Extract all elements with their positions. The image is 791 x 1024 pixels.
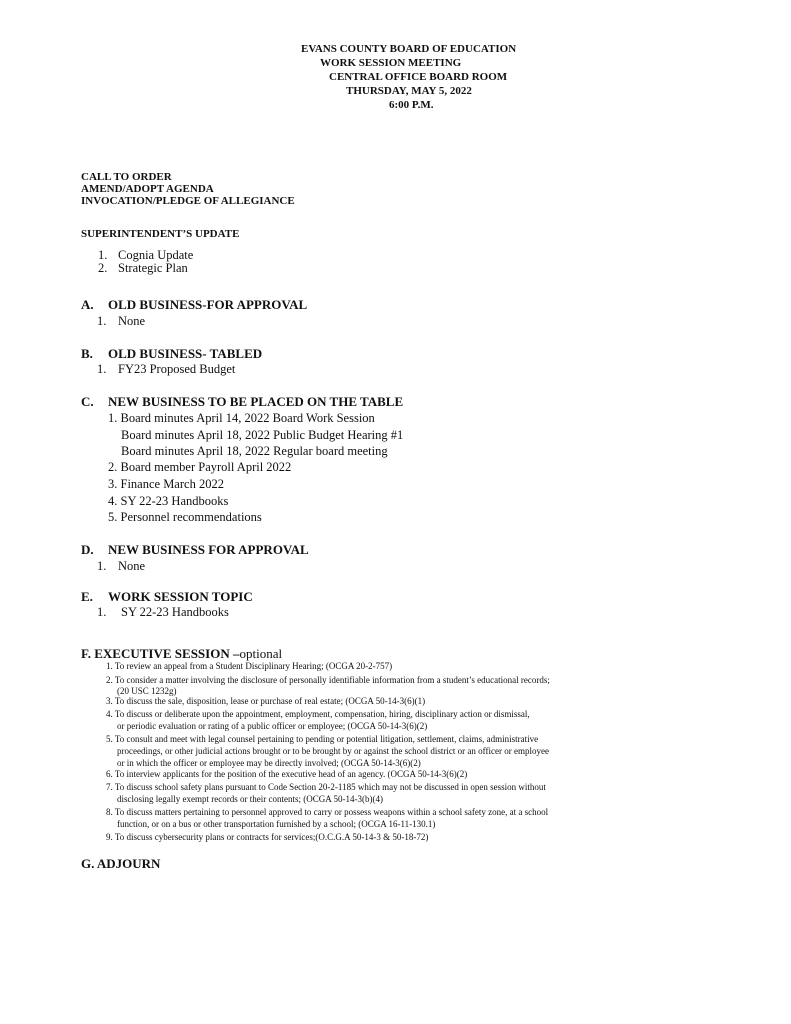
list-item-number: 2. xyxy=(98,261,108,275)
invocation-pledge: INVOCATION/PLEDGE OF ALLEGIANCE xyxy=(81,195,295,207)
section-title: OLD BUSINESS- TABLED xyxy=(108,346,263,361)
list-item: 1. Board minutes April 14, 2022 Board Work Session xyxy=(108,411,375,425)
list-item: SY 22-23 Handbooks xyxy=(121,605,229,619)
list-item: FY23 Proposed Budget xyxy=(118,362,236,376)
exec-item: 3. To discuss the sale, disposition, lease or purchase of real estate; (OCGA 50-14-3(6)(1) xyxy=(106,696,426,706)
exec-item: 7. To discuss school safety plans pursuant to Code Section 20-2-1185 which may not be discussed in open session without xyxy=(106,782,546,792)
list-item: Board minutes April 18, 2022 Regular board meeting xyxy=(121,444,388,458)
section-title: WORK SESSION TOPIC xyxy=(108,589,253,604)
adjourn-heading: G. ADJOURN xyxy=(81,856,161,871)
exec-item: 6. To interview applicants for the position of the executive head of an agency. (OCGA 50-14-3(6)(2) xyxy=(106,769,468,779)
exec-item: or in which the officer or employee may be directly involved; (OCGA 50-14-3(6)(2) xyxy=(117,758,421,768)
meeting-type: WORK SESSION MEETING xyxy=(320,57,462,69)
list-item-number: 1. xyxy=(98,248,108,262)
meeting-date: THURSDAY, MAY 5, 2022 xyxy=(346,85,472,97)
exec-item: 9. To discuss cybersecurity plans or contracts for services;(O.C.G.A 50-14-3 & 50-18-72) xyxy=(106,832,429,842)
exec-item: 8. To discuss matters pertaining to personnel approved to carry or possess weapons within a school safety zone, at a school xyxy=(106,807,549,817)
list-item-number: 1. xyxy=(97,559,107,573)
list-item-number: 1. xyxy=(97,605,107,619)
list-item-number: 1. xyxy=(97,362,107,376)
section-label: D. xyxy=(81,542,94,557)
org-name: EVANS COUNTY BOARD OF EDUCATION xyxy=(301,43,517,55)
call-to-order: CALL TO ORDER xyxy=(81,171,172,183)
list-item: Board minutes April 18, 2022 Public Budget Hearing #1 xyxy=(121,428,404,442)
section-label: B. xyxy=(81,346,93,361)
section-title: SUPERINTENDENT’S UPDATE xyxy=(81,228,240,240)
section-label: E. xyxy=(81,589,93,604)
section-title: OLD BUSINESS-FOR APPROVAL xyxy=(108,297,308,312)
exec-item: 1. To review an appeal from a Student Disciplinary Hearing; (OCGA 20-2-757) xyxy=(106,661,393,671)
section-title: NEW BUSINESS FOR APPROVAL xyxy=(108,542,309,557)
exec-item: (20 USC 1232g) xyxy=(117,686,177,696)
exec-item: 5. To consult and meet with legal counsel pertaining to pending or potential litigation, settlement, claims, administrative xyxy=(106,734,539,744)
list-item: Cognia Update xyxy=(118,248,194,262)
exec-item: or periodic evaluation or rating of a public officer or employee; (OCGA 50-14-3(6)(2) xyxy=(117,721,428,731)
list-item: None xyxy=(118,559,146,573)
list-item: None xyxy=(118,314,146,328)
exec-item: 4. To discuss or deliberate upon the appointment, employment, compensation, hiring, disciplinary action or dismissal, xyxy=(106,709,530,719)
list-item: Strategic Plan xyxy=(118,261,188,275)
section-title: F. EXECUTIVE SESSION – xyxy=(81,646,240,661)
list-item: 5. Personnel recommendations xyxy=(108,510,262,524)
exec-item: function, or on a bus or other transportation furnished by a school; (OCGA 16-11-130.1) xyxy=(117,819,436,829)
exec-item: 2. To consider a matter involving the disclosure of personally identifiable information from a student’s educational records; xyxy=(106,675,550,685)
list-item: 4. SY 22-23 Handbooks xyxy=(108,494,229,508)
section-label: A. xyxy=(81,297,94,312)
optional-note: optional xyxy=(239,646,283,661)
list-item: 2. Board member Payroll April 2022 xyxy=(108,460,292,474)
exec-item: disclosing legally exempt records or their contents; (OCGA 50-14-3(b)(4) xyxy=(117,794,383,804)
meeting-location: CENTRAL OFFICE BOARD ROOM xyxy=(329,71,508,83)
executive-session-heading xyxy=(81,646,282,662)
exec-item: proceedings, or other judicial actions brought or to be brought by or against the school district or an officer or employee xyxy=(117,746,549,756)
section-label: C. xyxy=(81,394,94,409)
list-item-number: 1. xyxy=(97,314,107,328)
amend-adopt-agenda: AMEND/ADOPT AGENDA xyxy=(81,183,214,195)
list-item: 3. Finance March 2022 xyxy=(108,477,224,491)
section-title: NEW BUSINESS TO BE PLACED ON THE TABLE xyxy=(108,394,404,409)
meeting-time: 6:00 P.M. xyxy=(389,99,434,111)
